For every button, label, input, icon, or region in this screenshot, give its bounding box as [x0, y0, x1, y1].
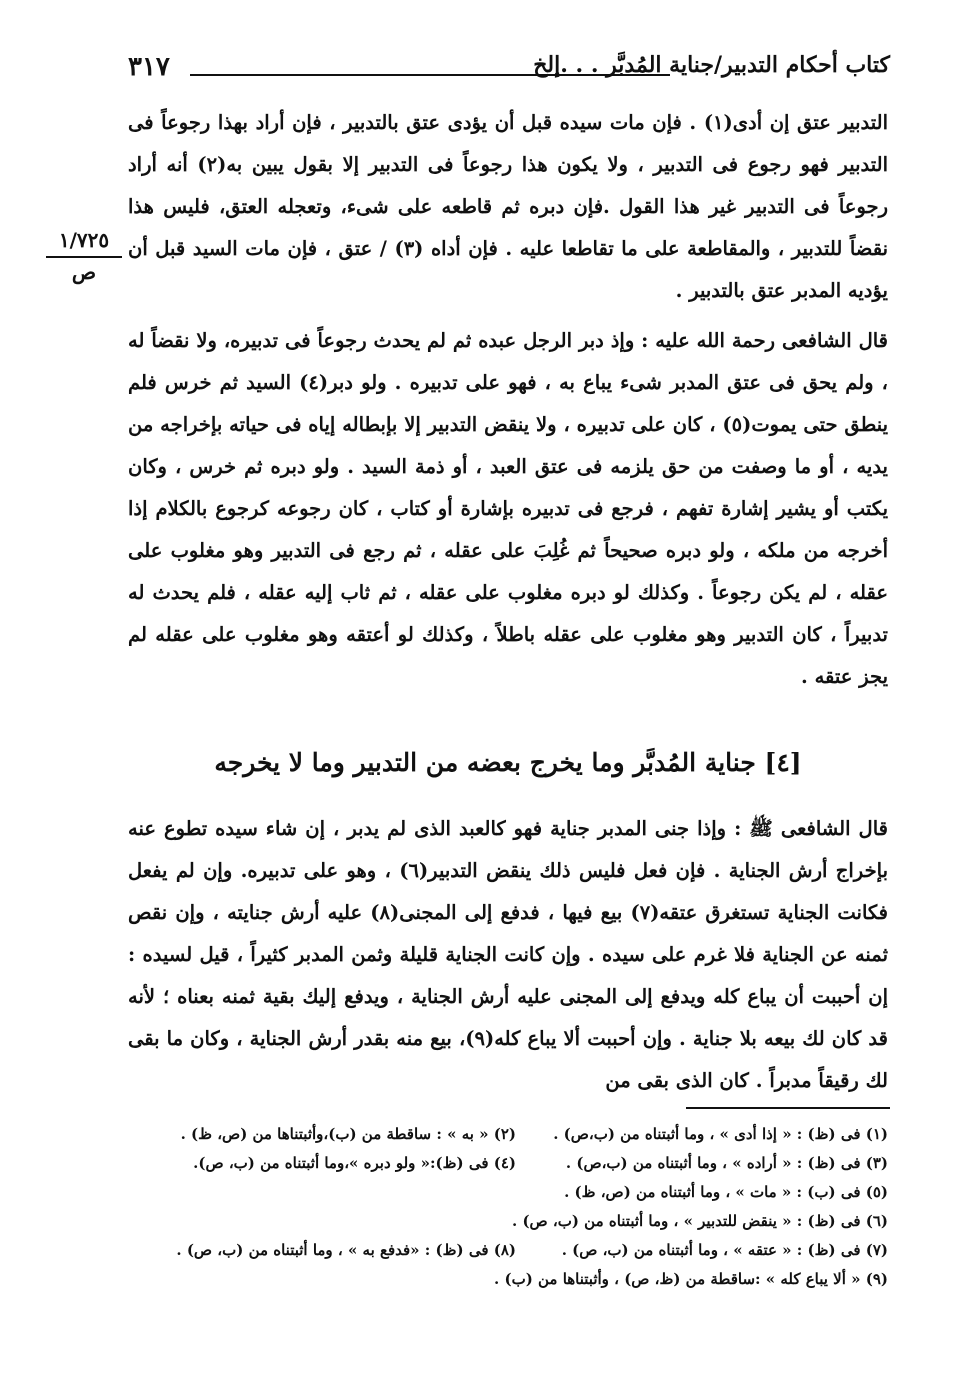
- paragraph-3-lead: قال الشافعى: [780, 817, 888, 840]
- page-header: [128, 52, 890, 92]
- footnotes: [130, 1120, 888, 1294]
- manuscript-folio-number: ١/٧٢٥: [46, 228, 122, 258]
- paragraph-2: [128, 320, 888, 698]
- page-number: ٣١٧: [128, 52, 170, 82]
- footnote-row: [130, 1265, 888, 1294]
- footnote-separator: [686, 1107, 890, 1109]
- paragraph-3: [128, 808, 888, 1102]
- paragraph-1-text: التدبير عتق إن أدى(١) . فإن مات سيده قبل أن يؤدى عتق بالتدبير ، فإن أراد بهذا رجوعاً فى التدبير فهو رجوع فى التدبير ، ولا يكون هذا رجوعاً فى التدبير إلا بقول يبين به(٢) أنه أراد رجوعاً فى التدبير غير هذا القول .فإن دبره ثم قاطعه على شىء، وتعجله العتق، فليس هذا نقضاً للتدبير ، والمقاطعة على ما تقاطعا عليه . فإن أداه (٣) / عتق ، فإن مات السيد قبل أن يؤديه المدبر عتق بالتدبير .: [128, 111, 888, 302]
- footnote-9: (٩) « ألا يباع كله » :ساقطة من (ظ، ص) ، وأثبتناها من (ب) .: [494, 1270, 888, 1288]
- paragraph-2-lead: قال الشافعى: [781, 329, 888, 352]
- footnote-row: [130, 1178, 888, 1207]
- footnote-row: [130, 1236, 888, 1265]
- footnote-3: (٣) فى (ظ) : « أراده » ، وما أثبتناه من (ب،ص) .: [565, 1154, 888, 1172]
- paragraph-3-text: : وإذا جنى المدبر جناية فهو كالعبد الذى لم يدبر ، إن شاء سيده تطوع عنه بإخراج أرش الجناية . فإن فعل فليس ذلك ينقض التدبير(٦) ، وهو على تدبيره. وإن لم يفعل فكانت الجناية تستغرق عتقه(٧) بيع فيها ، فدفع إلى المجنى(٨) عليه أرش جنايته ، وإن نقص ثمنه عن الجناية فلا غرم على سيده . وإن كانت الجناية قليلة وثمن المدبر كثيراً ، قيل لسيده : إن أحببت أن يباع كله ويدفع إلى المجنى عليه أرش الجناية ، ويدفع إليك بقية ثمنه بعناه ؛ لأنه قد كان لك بيعه بلا جناية . وإن أحببت ألا يباع كله(٩)، بيع منه بقدر أرش الجناية ، وكان ما بقى لك رقيقاً مدبراً . كان الذى بقى من: [128, 817, 888, 1092]
- section-heading: [٤] جناية المُدبَّر وما يخرج بعضه من التدبير وما لا يخرجه: [214, 748, 802, 777]
- footnote-5: (٥) فى (ب) : « مات » ، وما أثبتناه من (ص، ظ) .: [564, 1183, 888, 1201]
- footnote-row: [130, 1120, 888, 1149]
- footnote-7: (٧) فى (ظ) : « عتقه » ، وما أثبتناه من (ب، ص) .: [561, 1241, 888, 1259]
- manuscript-source-letter: ص: [71, 260, 97, 284]
- footnote-row: [130, 1149, 888, 1178]
- footnote-8: (٨) فى (ظ) : «فدفع به » ، وما أثبتناه من (ب، ص) .: [176, 1241, 516, 1259]
- paragraph-2-text: رحمة الله عليه : وإذ دبر الرجل عبده ثم لم يحدث رجوعاً فى تدبيره، ولا نقضاً له ، ولم يحق فى عتق المدبر شىء يباع به ، فهو على تدبيره . ولو دبر(٤) السيد ثم خرس فلم ينطق حتى يموت(٥) ، كان على تدبيره ، ولا ينقض التدبير إلا بإبطاله إياه فى حياته بإخراجه من يديه ، أو ما وصفت من حق يلزمه فى عتق العبد ، أو ذمة السيد . ولو دبره ثم خرس ، وكان يكتب أو يشير إشارة تفهم ، فرجع فى تدبيره بإشارة أو كتاب ، كان رجوعه كرجوع بالكلام إذا أخرجه من ملكه ، ولو دبره صحيحاً ثم غُلِبَ على عقله ، ثم رجع فى التدبير وهو مغلوب على عقله ، لم يكن رجوعاً . وكذلك لو دبره مغلوب على عقله ، ثم ثاب إليه عقله ، فلم يحدث له تدبيراً ، كان التدبير وهو مغلوب على عقله باطلاً ، وكذلك لو أعتقه وهو مغلوب على عقله لم يجز عتقه .: [128, 329, 888, 688]
- footnote-1: (١) فى (ظ) : « إذا أدى » ، وما أثبتناه من (ب،ص) .: [553, 1125, 888, 1143]
- footnote-4: (٤) فى (ظ):« ولو دبره »،وما أثبتناه من (ب، ص).: [193, 1154, 516, 1172]
- honorific-glyph: ﷺ: [749, 817, 773, 840]
- manuscript-margin-note: [46, 228, 122, 284]
- footnote-row: [130, 1207, 888, 1236]
- footnote-2: (٢) « به » : ساقطة من (ب)،وأثبتناها من (ص، ظ) .: [180, 1125, 516, 1143]
- running-title: كتاب أحكام التدبير/جناية المُدبَّر . . .إلخ: [533, 52, 890, 78]
- footnote-6: (٦) فى (ظ) : « ينقض للتدبير » ، وما أثبتناه من (ب، ص) .: [512, 1212, 888, 1230]
- paragraph-1: [128, 102, 888, 312]
